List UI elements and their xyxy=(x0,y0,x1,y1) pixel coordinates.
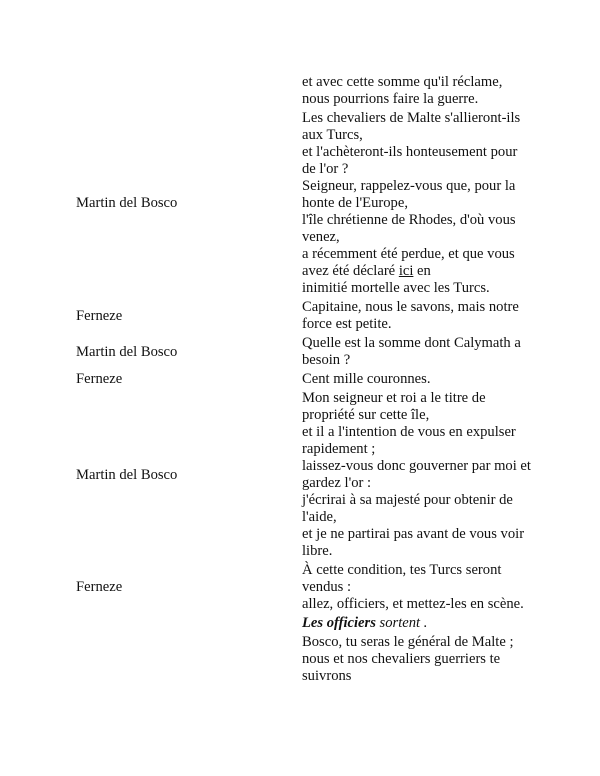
dialogue-row xyxy=(76,562,532,613)
speech-line: et avec cette somme qu'il réclame, xyxy=(302,74,503,90)
speech-line: et je ne partirai pas avant de vous voir libre. xyxy=(302,526,525,559)
speech-line: allez, officiers, et mettez-les en scène. xyxy=(302,596,524,612)
stage-direction-characters: Les officiers xyxy=(302,615,376,631)
stage-direction-line xyxy=(302,615,532,632)
speech-line: Les chevaliers de Malte s'allieront-ils aux Turcs, xyxy=(302,110,521,143)
dialogue-row xyxy=(76,615,532,632)
underlined-word: ici xyxy=(398,263,414,279)
speech-line: laissez-vous donc gouverner par moi et gardez l'or : xyxy=(302,458,531,491)
dialogue-row xyxy=(76,74,532,108)
speech-line: À cette condition, tes Turcs seront vendus : xyxy=(302,562,502,595)
dialogue-row xyxy=(76,634,532,685)
speech-text xyxy=(302,634,532,685)
dialogue-table xyxy=(76,72,532,687)
speaker-name xyxy=(76,615,302,632)
speaker-name xyxy=(76,634,302,685)
speech-fragment: en xyxy=(413,263,431,279)
speech-line: l'île chrétienne de Rhodes, d'où vous venez, xyxy=(302,212,516,245)
speaker-name: Martin del Bosco xyxy=(76,343,178,360)
dialogue-row xyxy=(76,335,532,369)
dialogue-row xyxy=(76,299,532,333)
speech-line: Bosco, tu seras le général de Malte ; xyxy=(302,634,514,650)
speaker-name: Ferneze xyxy=(76,371,123,387)
speech-line: inimitié mortelle avec les Turcs. xyxy=(302,280,490,296)
speech-line: et l'achèteront-ils honteusement pour de l'or ? xyxy=(302,144,518,177)
speech-line: Cent mille couronnes. xyxy=(302,371,431,387)
speech-text xyxy=(302,371,532,388)
speaker-name xyxy=(76,74,302,108)
speech-line: nous pourrions faire la guerre. xyxy=(302,91,479,107)
speaker-name: Martin del Bosco xyxy=(76,195,178,211)
speech-line xyxy=(302,246,532,280)
dialogue-row xyxy=(76,371,532,388)
speech-line: j'écrirai à sa majesté pour obtenir de l'aide, xyxy=(302,492,513,525)
dialogue-row xyxy=(76,390,532,560)
speech-text xyxy=(302,299,532,333)
speaker-name: Ferneze xyxy=(76,579,123,595)
stage-direction-action: sortent . xyxy=(375,615,428,631)
speaker-name: Ferneze xyxy=(76,307,123,324)
speaker-name: Martin del Bosco xyxy=(76,466,178,483)
stage-direction xyxy=(302,615,532,632)
speech-line: nous et nos chevaliers guerriers te suivrons xyxy=(302,651,501,684)
speech-fragment: a récemment été perdue, et que vous avez été déclaré xyxy=(302,246,515,279)
speech-text xyxy=(302,390,532,560)
speech-line: Capitaine, nous le savons, mais notre force est petite. xyxy=(302,299,519,332)
speech-line: Quelle est la somme dont Calymath a besoin ? xyxy=(302,335,521,368)
speech-line: Seigneur, rappelez-vous que, pour la honte de l'Europe, xyxy=(302,178,516,211)
speech-text xyxy=(302,110,532,297)
speech-text xyxy=(302,562,532,613)
speech-line: Mon seigneur et roi a le titre de propriété sur cette île, xyxy=(302,390,486,423)
speech-text xyxy=(302,335,532,369)
dialogue-row xyxy=(76,110,532,297)
speech-line: et il a l'intention de vous en expulser rapidement ; xyxy=(302,424,516,457)
speech-text xyxy=(302,74,532,108)
